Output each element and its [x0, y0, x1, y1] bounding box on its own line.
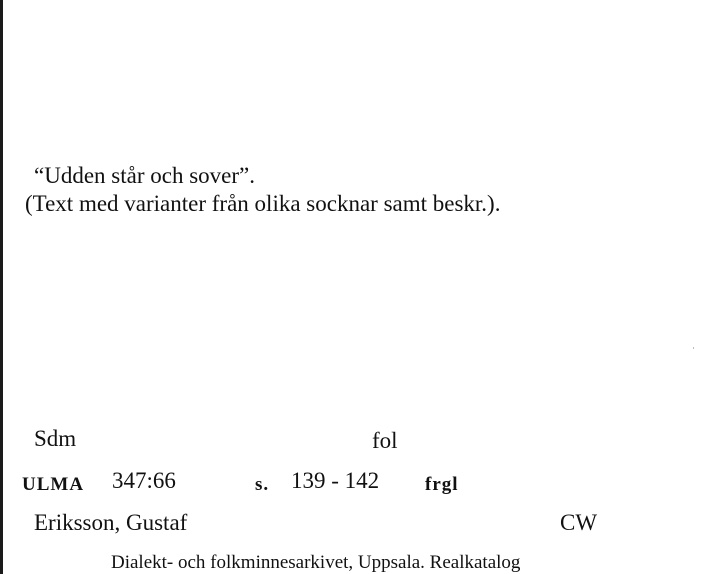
- scan-speck: [693, 347, 694, 349]
- card-title-line: “Udden står och sover”.: [34, 163, 255, 188]
- accession-number: 347:66: [112, 468, 176, 493]
- page-prefix: s.: [255, 474, 270, 495]
- archive-footer: Dialekt- och folkminnesarkivet, Uppsala. Realkatalog: [111, 552, 521, 573]
- initials: CW: [560, 510, 598, 535]
- format-code: fol: [372, 428, 398, 453]
- archive-code: ULMA: [22, 474, 85, 495]
- collector-name: Eriksson, Gustaf: [34, 510, 188, 535]
- page-range: 139 - 142: [291, 468, 380, 493]
- card-left-border: [0, 0, 3, 574]
- region-code: Sdm: [34, 426, 77, 451]
- card-description-line: (Text med varianter från olika socknar samt beskr.).: [25, 191, 501, 216]
- category-code: frgl: [425, 474, 459, 495]
